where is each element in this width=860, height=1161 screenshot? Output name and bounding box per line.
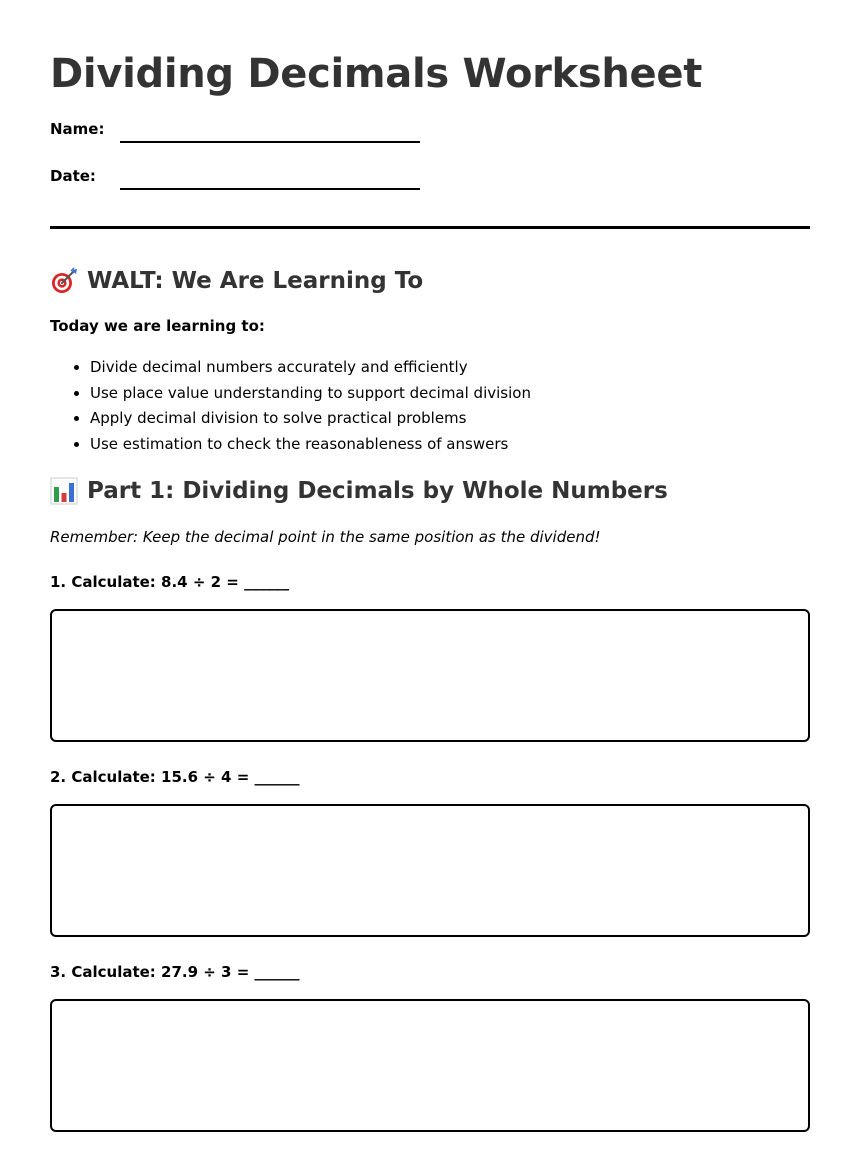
walt-heading [50,266,810,296]
name-label: Name: [50,120,105,138]
answer-box-2[interactable] [50,804,810,937]
date-field-row [50,166,810,190]
name-input-line[interactable] [120,141,420,143]
name-field-row [50,119,810,143]
answer-box-1[interactable] [50,609,810,742]
walt-intro: Today we are learning to: [50,317,265,335]
objectives-list [50,357,810,454]
list-item: • Apply decimal division to solve practical problems [90,408,810,428]
answer-box-3[interactable] [50,999,810,1132]
target-dart-icon [50,267,78,295]
part1-reminder: Remember: Keep the decimal point in the same position as the dividend! [50,527,601,546]
date-label: Date: [50,167,96,185]
part1-heading [50,476,810,506]
question-2: 2. Calculate: 15.6 ÷ 4 = ______ [50,767,300,786]
header-divider [50,226,810,229]
question-3: 3. Calculate: 27.9 ÷ 3 = ______ [50,962,300,981]
bar-chart-icon [50,477,78,505]
list-item: • Divide decimal numbers accurately and efficiently [90,357,810,377]
part1-heading-text: Part 1: Dividing Decimals by Whole Numbers [87,477,668,504]
list-item: • Use estimation to check the reasonableness of answers [90,434,810,454]
worksheet-title: Dividing Decimals Worksheet [50,51,703,97]
question-1: 1. Calculate: 8.4 ÷ 2 = ______ [50,572,290,591]
list-item: • Use place value understanding to support decimal division [90,383,810,403]
date-input-line[interactable] [120,188,420,190]
walt-heading-text: WALT: We Are Learning To [87,268,424,294]
